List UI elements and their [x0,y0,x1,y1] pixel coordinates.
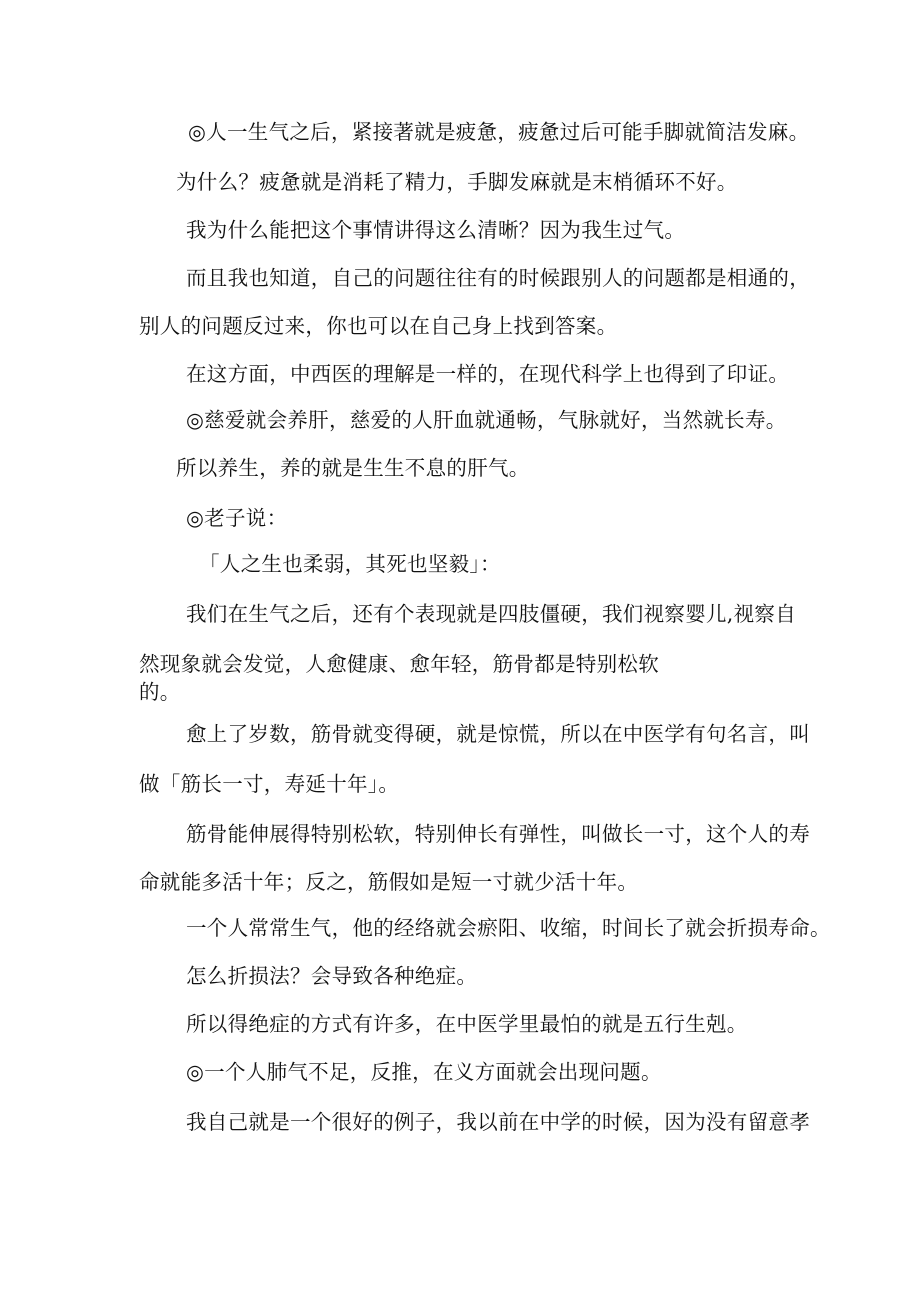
paragraph-line: ◎老子说： [186,506,288,530]
paragraph-line: 愈上了岁数，筋骨就变得硬，就是惊慌，所以在中医学有句名言，叫 [186,722,810,746]
paragraph-line: 所以得绝症的方式有许多，在中医学里最怕的就是五行生剋。 [186,1012,748,1036]
paragraph-line: 筋骨能伸展得特别松软，特别伸长有弹性，叫做长一寸，这个人的寿 [186,822,810,846]
paragraph-line: 为什么？疲惫就是消耗了精力，手脚发麻就是末梢循环不好。 [176,170,738,194]
paragraph-line: 而且我也知道，自己的问题往往有的时候跟别人的问题都是相通的， [186,266,810,290]
paragraph-line: 命就能多活十年；反之，筋假如是短一寸就少活十年。 [139,870,639,894]
paragraph-line: 的。 [139,680,181,704]
quote-line: 「人之生也柔弱，其死也坚毅」： [199,552,501,576]
paragraph-line: 做「筋长一寸，寿延十年」。 [139,772,400,796]
paragraph-line: 一个人常常生气，他的经络就会瘀阳、收缩，时间长了就会折损寿命。 [186,916,831,940]
paragraph-line: 我们在生气之后，还有个表现就是四肢僵硬，我们视察婴儿,视察自 [186,602,797,626]
paragraph-line: 所以养生，养的就是生生不息的肝气。 [176,456,530,480]
paragraph-line: 我自己就是一个很好的例子，我以前在中学的时候，因为没有留意孝 [186,1110,810,1134]
paragraph-line: 在这方面，中西医的理解是一样的，在现代科学上也得到了印证。 [186,362,790,386]
paragraph-line: 我为什么能把这个事情讲得这么清晰？因为我生过气。 [186,218,686,242]
paragraph-line: 怎么折损法？会导致各种绝症。 [186,964,478,988]
paragraph-line: 别人的问题反过来，你也可以在自己身上找到答案。 [139,314,618,338]
paragraph-line: ◎人一生气之后，紧接著就是疲惫，疲惫过后可能手脚就简洁发麻。 [188,120,810,144]
paragraph-line: 然现象就会发觉，人愈健康、愈年轻，筋骨都是特别松软 [139,652,659,676]
paragraph-line: ◎慈爱就会养肝，慈爱的人肝血就通畅，气脉就好，当然就长寿。 [186,408,787,432]
paragraph-line: ◎一个人肺气不足，反推，在义方面就会出现问题。 [186,1060,662,1084]
